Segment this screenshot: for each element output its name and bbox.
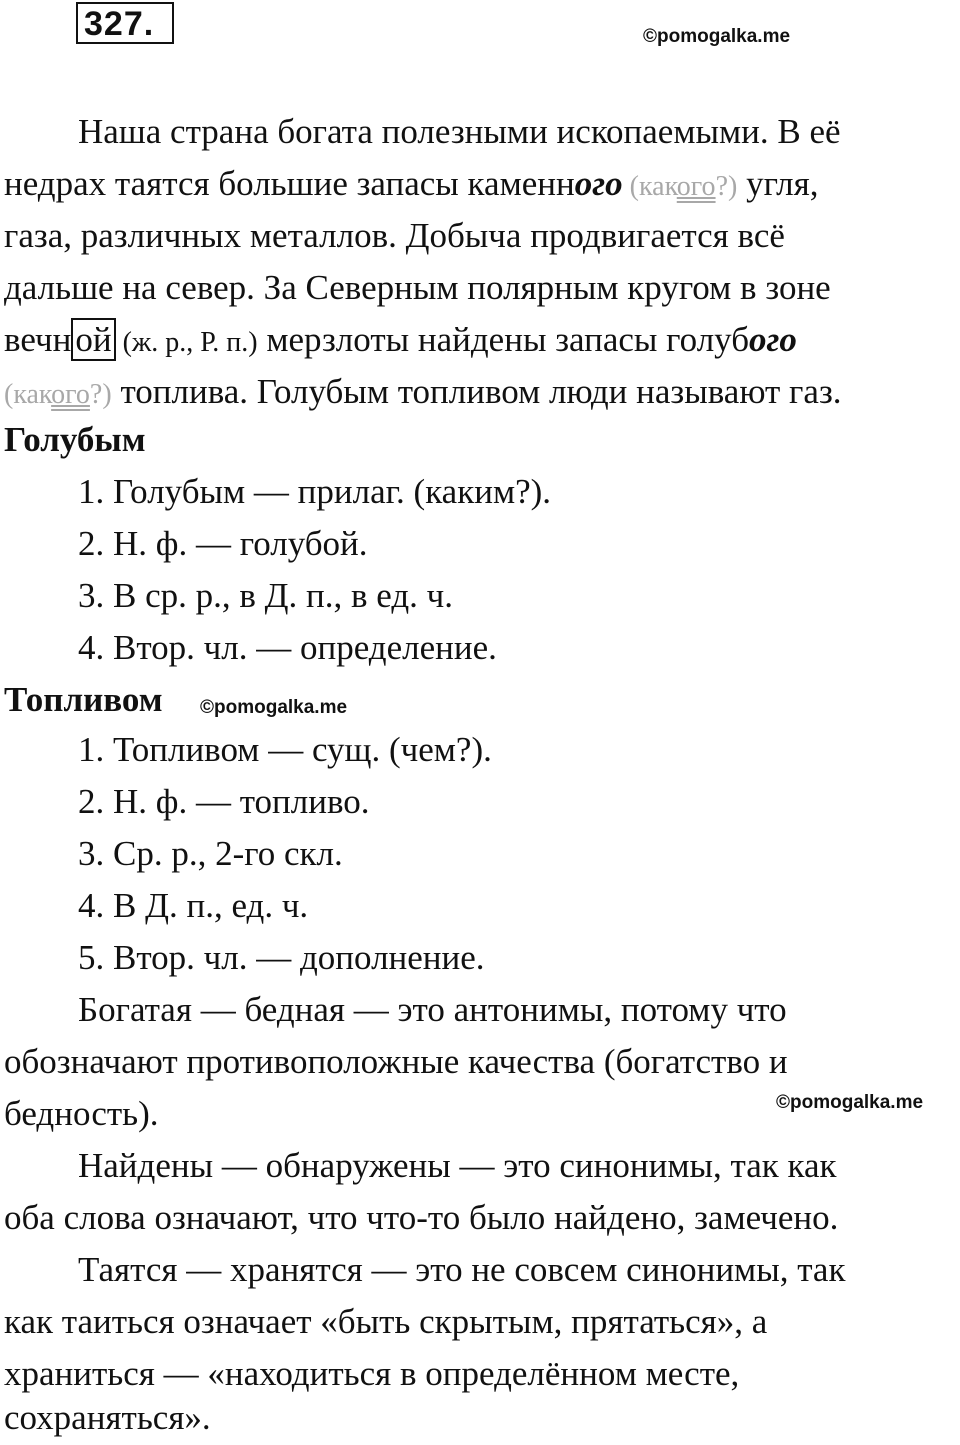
parse1-item: 2. Н. ф. — голубой. <box>78 524 368 563</box>
parse2-item: 2. Н. ф. — топливо. <box>78 782 370 821</box>
parse2-item: 4. В Д. п., ед. ч. <box>78 886 309 925</box>
p1-l6-question <box>4 379 112 410</box>
q-ending: ого <box>51 379 90 410</box>
parse2-item: 5. Втор. чл. — дополнение. <box>78 938 485 977</box>
synonyms2-line-4: сохраняться». <box>4 1398 211 1437</box>
watermark-bottom: ©pomogalka.me <box>776 1092 924 1113</box>
watermark-top: ©pomogalka.me <box>643 26 791 47</box>
p1-l2-text-a: недрах таятся большие запасы каменн <box>4 164 575 203</box>
ending-box: ой <box>71 318 115 361</box>
p1-l2-text-b: угля, <box>737 164 819 203</box>
parse2-item: 1. Топливом — сущ. (чем?). <box>78 730 492 769</box>
p1-line-3: газа, различных металлов. Добыча продвигается всё <box>4 216 785 255</box>
synonyms1-line-1: Найдены — обнаружены — это синонимы, так как <box>78 1146 837 1185</box>
p1-l2-question <box>623 171 738 202</box>
p1-l5-text-b: мерзлоты найдены запасы голуб <box>257 320 750 359</box>
parse1-item: 1. Голубым — прилаг. (каким?). <box>78 472 552 511</box>
synonyms2-line-1: Таятся — хранятся — это не совсем синонимы, так <box>78 1250 846 1289</box>
p1-line-4: дальше на север. За Северным полярным кругом в зоне <box>4 268 831 307</box>
parse1-title: Голубым <box>4 420 146 459</box>
parse1-item: 3. В ср. р., в Д. п., в ед. ч. <box>78 576 454 615</box>
p1-l6-text-b: топлива. Голубым топливом люди называют газ. <box>111 372 842 411</box>
q-open: (как <box>622 171 677 202</box>
p1-line-6 <box>4 366 842 421</box>
antonyms-line-3: бедность). <box>4 1094 159 1133</box>
q-ending: ого <box>676 171 716 202</box>
parse1-item: 4. Втор. чл. — определение. <box>78 628 497 667</box>
synonyms2-line-2: как таиться означает «быть скрытым, прятаться», а <box>4 1302 768 1341</box>
exercise-number: 327. <box>76 2 174 44</box>
p1-line-2 <box>4 158 818 213</box>
p1-l2-ending: ого <box>574 164 623 203</box>
watermark-middle: ©pomogalka.me <box>200 697 348 718</box>
q-close: ?) <box>715 171 738 202</box>
antonyms-line-2: обозначают противоположные качества (богатство и <box>4 1042 788 1081</box>
synonyms1-line-2: оба слова означают, что что-то было найдено, замечено. <box>4 1198 839 1237</box>
q-close: ?) <box>89 379 112 410</box>
p1-line-5 <box>4 314 797 369</box>
p1-line-1: Наша страна богата полезными ископаемыми. В её <box>78 112 841 151</box>
p1-l5-text-a: вечн <box>4 320 72 359</box>
antonyms-line-1: Богатая — бедная — это антонимы, потому что <box>78 990 787 1029</box>
q-open: (как <box>4 379 52 410</box>
grammar-note: (ж. р., Р. п.) <box>115 327 258 358</box>
p1-l5-ending: ого <box>749 320 797 359</box>
synonyms2-line-3: храниться — «находиться в определённом месте, <box>4 1354 740 1393</box>
parse2-title: Топливом <box>4 680 163 719</box>
parse2-item: 3. Ср. р., 2-го скл. <box>78 834 343 873</box>
